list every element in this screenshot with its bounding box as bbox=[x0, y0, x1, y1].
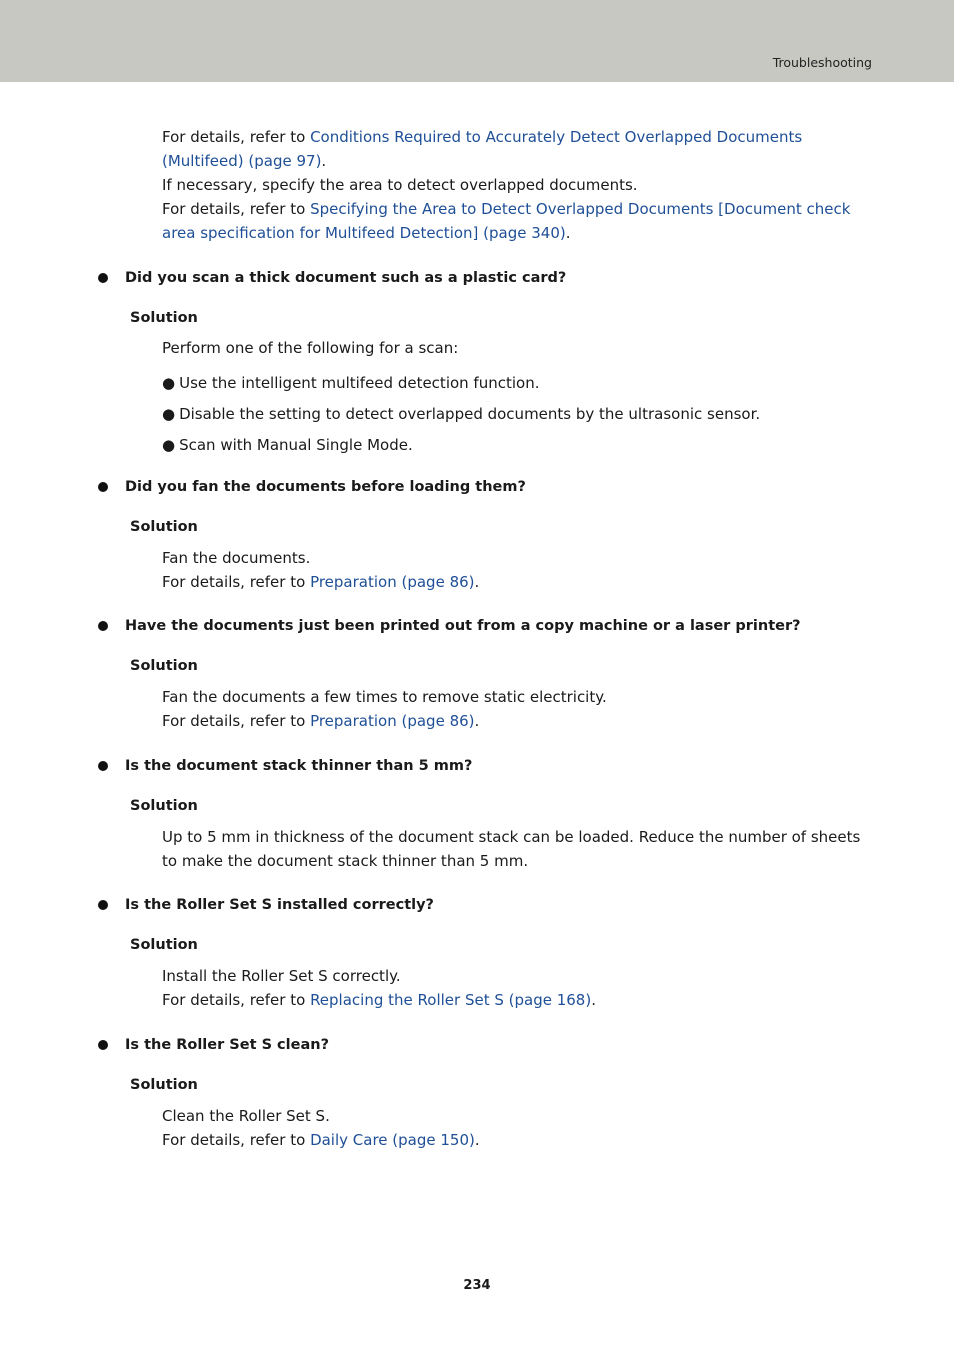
intro-line-1 bbox=[162, 125, 872, 173]
solution-text: Up to 5 mm in thickness of the document stack can be loaded. Reduce the number of sheets to make the document stack thinner than 5 mm. bbox=[162, 828, 861, 870]
bullet-icon bbox=[98, 1040, 108, 1050]
text: . bbox=[474, 712, 480, 730]
question-stack-thickness bbox=[98, 756, 472, 776]
question-fan-documents bbox=[98, 477, 526, 497]
solution-label: Solution bbox=[130, 937, 198, 953]
bullet-icon: ● bbox=[162, 374, 176, 392]
header-bar bbox=[0, 0, 954, 82]
list-item-text: Use the intelligent multifeed detection function. bbox=[179, 374, 540, 392]
refer-line bbox=[162, 570, 874, 594]
question-roller-clean bbox=[98, 1035, 329, 1055]
bullet-icon bbox=[98, 482, 108, 492]
text: For details, refer to bbox=[162, 1131, 311, 1149]
refer-line bbox=[162, 1128, 874, 1152]
bullet-icon bbox=[98, 273, 108, 283]
list-item bbox=[162, 399, 874, 430]
link-daily-care[interactable]: Daily Care (page 150) bbox=[310, 1131, 475, 1149]
question-text: Is the Roller Set S installed correctly? bbox=[125, 897, 434, 913]
intro-line-3 bbox=[162, 197, 872, 245]
question-thick-document bbox=[98, 268, 566, 288]
solution-text: Fan the documents. bbox=[162, 549, 311, 567]
list-item-text: Disable the setting to detect overlapped documents by the ultrasonic sensor. bbox=[179, 405, 761, 423]
refer-line bbox=[162, 988, 874, 1012]
solution-label: Solution bbox=[130, 519, 198, 535]
text: . bbox=[474, 573, 480, 591]
list-item-text: Scan with Manual Single Mode. bbox=[179, 436, 413, 454]
solution-label: Solution bbox=[130, 1077, 198, 1093]
text: For details, refer to bbox=[162, 712, 311, 730]
solution-text: Install the Roller Set S correctly. bbox=[162, 967, 401, 985]
solution-body bbox=[162, 336, 874, 461]
link-multifeed-conditions[interactable]: Conditions Required to Accurately Detect Overlapped Documents (Multifeed) (page 97) bbox=[162, 128, 803, 170]
solution-body bbox=[162, 825, 874, 873]
text: . bbox=[565, 224, 571, 242]
solution-label: Solution bbox=[130, 798, 198, 814]
question-roller-installed bbox=[98, 895, 434, 915]
question-copy-machine bbox=[98, 616, 801, 636]
link-replacing-roller[interactable]: Replacing the Roller Set S (page 168) bbox=[310, 991, 592, 1009]
page-number: 234 bbox=[463, 1278, 491, 1293]
question-text: Have the documents just been printed out from a copy machine or a laser printer? bbox=[125, 618, 801, 634]
solution-body bbox=[162, 1104, 874, 1152]
solution-text: Clean the Roller Set S. bbox=[162, 1107, 330, 1125]
list-item bbox=[162, 368, 874, 399]
section-title: Troubleshooting bbox=[772, 55, 872, 70]
solution-label: Solution bbox=[130, 658, 198, 674]
text: . bbox=[474, 1131, 480, 1149]
text: . bbox=[591, 991, 596, 1009]
question-text: Did you scan a thick document such as a plastic card? bbox=[125, 270, 567, 286]
question-text: Is the document stack thinner than 5 mm? bbox=[125, 758, 473, 774]
option-list bbox=[162, 368, 874, 461]
solution-body bbox=[162, 685, 874, 733]
text: For details, refer to bbox=[162, 991, 311, 1009]
link-preparation[interactable]: Preparation (page 86) bbox=[310, 712, 475, 730]
question-text: Is the Roller Set S clean? bbox=[125, 1037, 329, 1053]
solution-body bbox=[162, 546, 874, 594]
solution-text: Fan the documents a few times to remove static electricity. bbox=[162, 688, 607, 706]
solution-label: Solution bbox=[130, 310, 198, 326]
bullet-icon: ● bbox=[162, 436, 176, 454]
text: For details, refer to bbox=[162, 200, 311, 218]
solution-text: Perform one of the following for a scan: bbox=[162, 339, 459, 357]
text: For details, refer to bbox=[162, 128, 311, 146]
link-preparation[interactable]: Preparation (page 86) bbox=[310, 573, 475, 591]
text: For details, refer to bbox=[162, 573, 311, 591]
solution-body bbox=[162, 964, 874, 1012]
link-detect-area[interactable]: Specifying the Area to Detect Overlapped Documents [Document check area specification for Multifeed Detection] (page 340) bbox=[162, 200, 851, 242]
question-text: Did you fan the documents before loading them? bbox=[125, 479, 526, 495]
refer-line bbox=[162, 709, 874, 733]
bullet-icon bbox=[98, 900, 108, 910]
intro-line-2: If necessary, specify the area to detect overlapped documents. bbox=[162, 176, 638, 194]
bullet-icon: ● bbox=[162, 405, 176, 423]
bullet-icon bbox=[98, 761, 108, 771]
text: . bbox=[321, 152, 327, 170]
intro-paragraph bbox=[162, 125, 872, 245]
bullet-icon bbox=[98, 621, 108, 631]
list-item bbox=[162, 430, 874, 461]
